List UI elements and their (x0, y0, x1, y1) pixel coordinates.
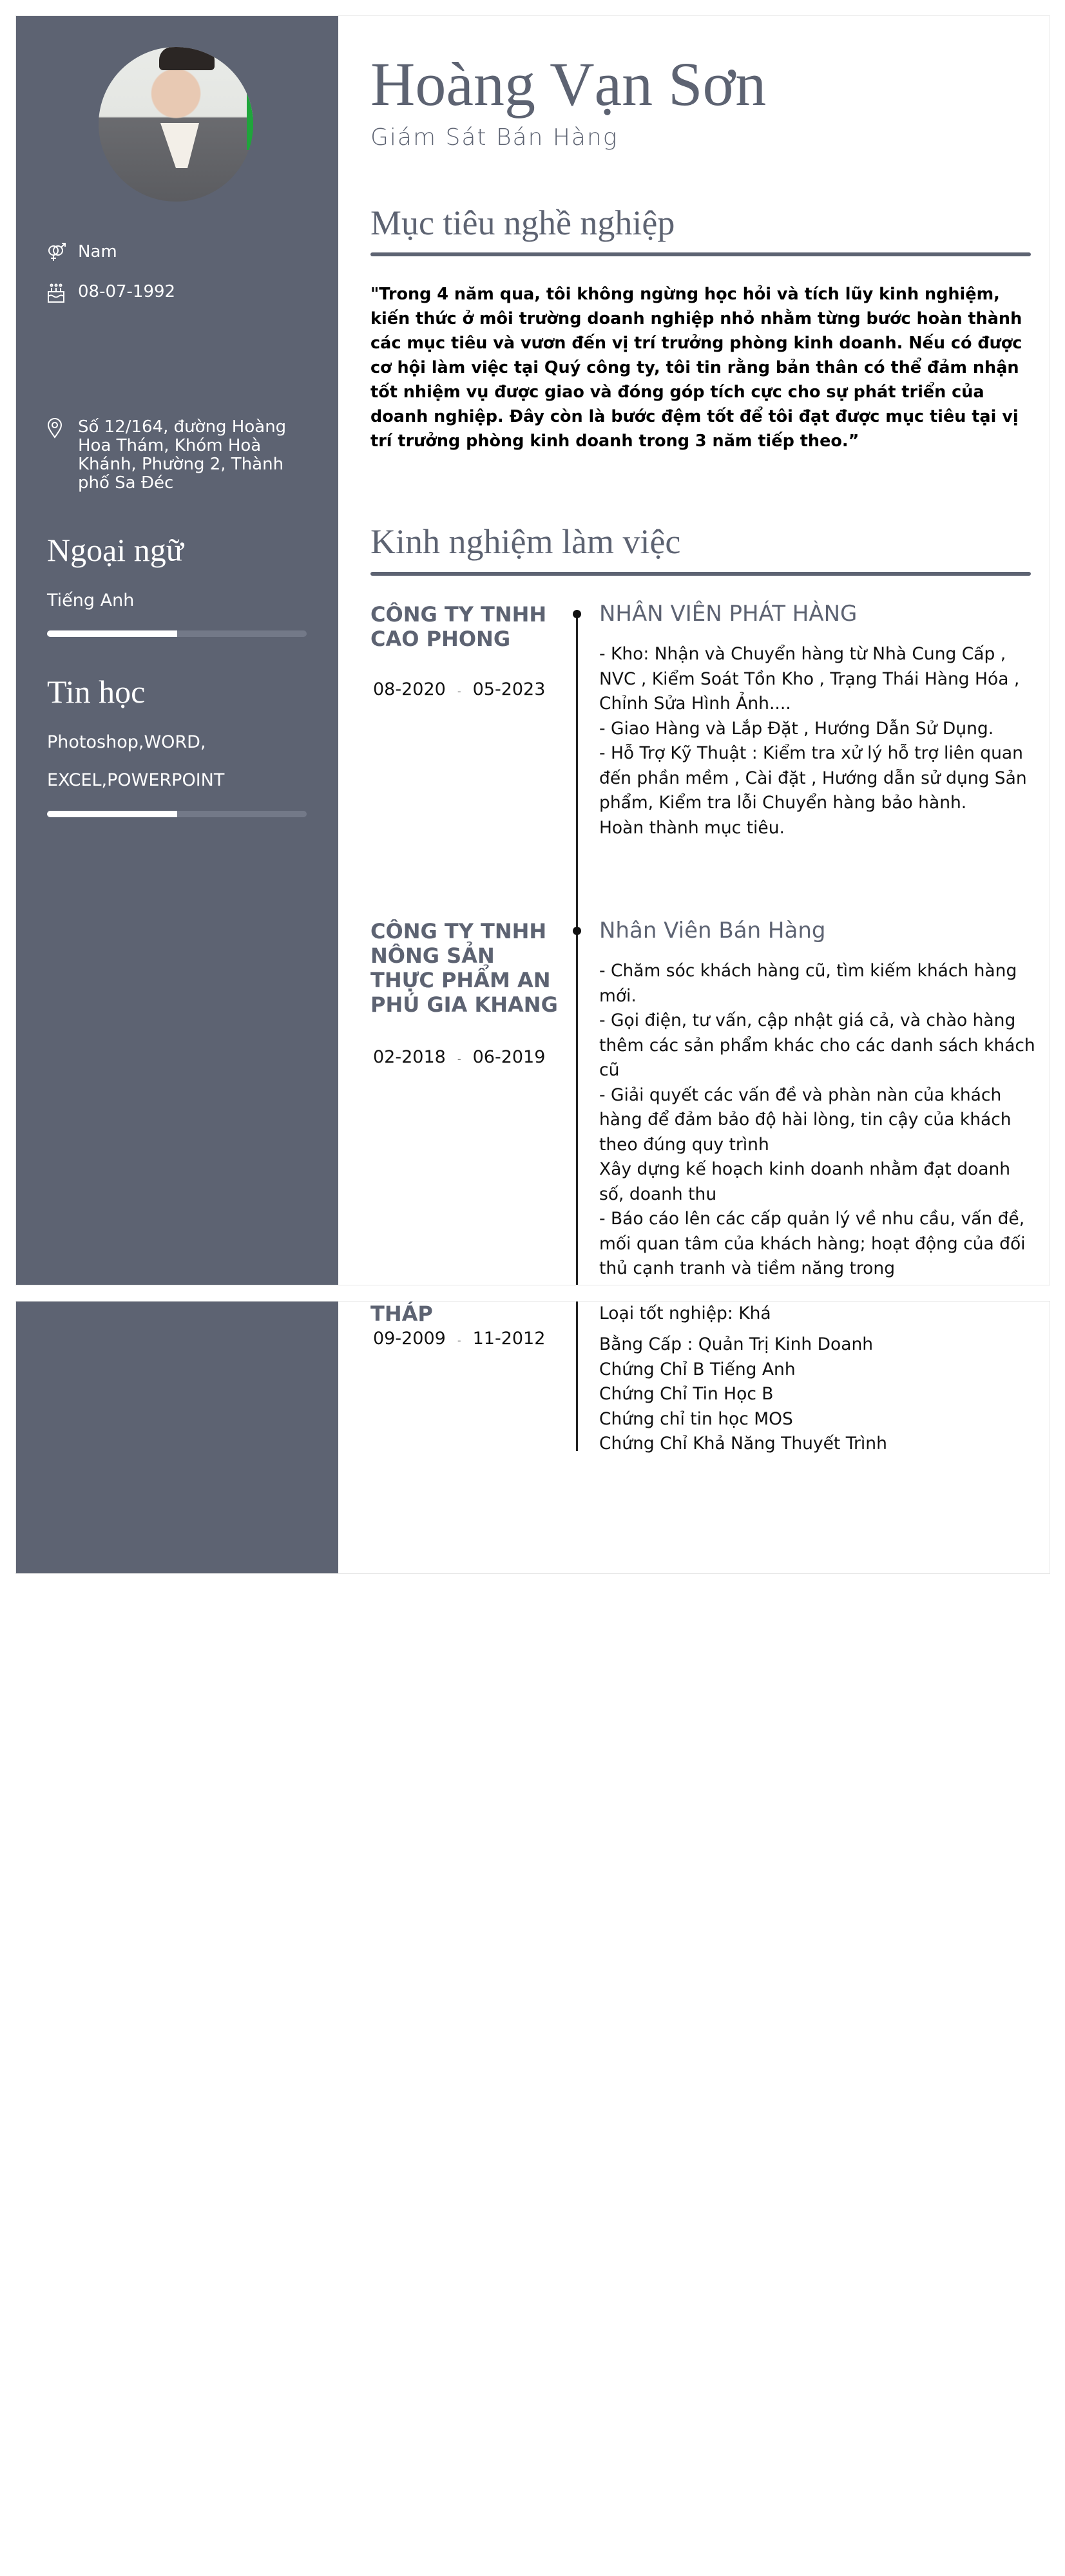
gender-icon (47, 243, 78, 263)
gender-value: Nam (78, 242, 117, 261)
start-date: 09-2009 (373, 1329, 446, 1349)
start-date: 08-2020 (373, 679, 446, 699)
job-dates (373, 679, 545, 699)
languages-heading: Ngoại ngữ (47, 532, 184, 568)
resume-page-1 (15, 15, 1050, 1285)
birthday-value: 08-07-1992 (78, 282, 176, 301)
job-title: Nhân Viên Bán Hàng (599, 918, 826, 943)
timeline-dot (573, 927, 581, 935)
sidebar (16, 16, 338, 1285)
sidebar (16, 1302, 338, 1573)
main-content (370, 16, 1050, 1285)
education-details: Bằng Cấp : Quản Trị Kinh Doanh Chứng Chỉ B Tiếng Anh Chứng Chỉ Tin Học B Chứng chỉ tin học MOS Chứng Chỉ Khả Năng Thuyết Trình (599, 1334, 887, 1454)
objective-divider (370, 252, 1031, 256)
experience-heading: Kinh nghiệm làm việc (370, 522, 681, 561)
date-separator: - (457, 685, 461, 697)
objective-heading: Mục tiêu nghề nghiệp (370, 204, 675, 242)
job-description: - Chăm sóc khách hàng cũ, tìm kiếm khách hàng mới. - Gọi điện, tư vấn, cập nhật giá cả, và chào hàng thêm các sản phẩm khác cho các danh sách khách cũ - Giải quyết các vấn đề và phàn nàn của khách hàng để đảm bảo độ hài lòng, tin cậy của khách theo đúng quy trình Xây dựng kế hoạch kinh doanh nhằm đạt doanh số, doanh thu - Báo cáo lên các cấp quản lý về nhu cầu, vấn đề, mối quan tâm của khách hàng; hoạt động của đối thủ cạnh tranh và tiềm năng trong (599, 961, 1035, 1278)
objective-text: "Trong 4 năm qua, tôi không ngừng học hỏi và tích lũy kinh nghiệm, kiến thức ở môi trường doanh nghiệp nhỏ nhằm từng bước hoàn thành các mục tiêu và vươn đến vị trí trưởng phòng kinh doanh. Nếu có được cơ hội làm việc tại Quý công ty, tôi tin rằng bản thân có thể đảm nhận tốt nhiệm vụ được giao và đóng góp tích cực cho sự phát triển của doanh nghiệp. Đây còn là bước đệm tốt để tôi đạt được mục tiêu tại vị trí trưởng phòng kinh doanh trong 3 năm tiếp theo.” (370, 285, 1022, 451)
timeline-dot (573, 610, 581, 618)
gender-row (47, 243, 323, 263)
education-dates (373, 1329, 545, 1349)
computer-skill-item: Photoshop,WORD, EXCEL,POWERPOINT (47, 732, 225, 790)
candidate-role: Giám Sát Bán Hàng (370, 124, 619, 151)
timeline-line (576, 1302, 578, 1451)
start-date: 02-2018 (373, 1047, 446, 1067)
date-separator: - (457, 1334, 461, 1347)
candidate-name: Hoàng Vạn Sơn (370, 50, 767, 118)
experience-divider (370, 572, 1031, 576)
address-row (47, 418, 303, 493)
address-value: Số 12/164, đường Hoàng Hoa Thám, Khóm Hoà Khánh, Phường 2, Thành phố Sa Đéc (78, 417, 287, 493)
main-content (370, 1302, 1050, 1573)
language-level-bar (47, 630, 307, 637)
end-date: 06-2019 (472, 1047, 546, 1067)
date-separator: - (457, 1053, 461, 1065)
end-date: 11-2012 (472, 1329, 546, 1349)
company-name: CÔNG TY TNHH CAO PHONG (370, 602, 547, 651)
birthday-row (47, 283, 323, 303)
school-name: THÁP (370, 1302, 433, 1326)
job-dates (373, 1047, 545, 1067)
resume-page-2 (15, 1301, 1050, 1574)
end-date: 05-2023 (472, 679, 546, 699)
language-item: Tiếng Anh (47, 591, 135, 611)
computer-skill-level-fill (47, 811, 177, 817)
computer-skills-heading: Tin học (47, 674, 146, 710)
job-title: NHÂN VIÊN PHÁT HÀNG (599, 601, 858, 627)
timeline-line (576, 614, 578, 1285)
profile-photo (99, 47, 253, 202)
job-description: - Kho: Nhận và Chuyển hàng từ Nhà Cung Cấp , NVC , Kiểm Soát Tồn Kho , Trạng Thái Hàng Hóa , Chỉnh Sửa Hình Ảnh.... - Giao Hàng và Lắp Đặt , Hướng Dẫn Sử Dụng. - Hỗ Trợ Kỹ Thuật : Kiểm tra xử lý hỗ trợ liên quan đến phần mềm , Cài đặt , Hướng dẫn sử dụng Sản phẩm, Kiểm tra lỗi Chuyển hàng bảo hành. Hoàn thành mục tiêu. (599, 644, 1027, 838)
language-level-fill (47, 630, 177, 637)
graduation-grade: Loại tốt nghiệp: Khá (599, 1303, 771, 1323)
computer-skill-level-bar (47, 811, 307, 817)
location-pin-icon (47, 418, 78, 439)
company-name: CÔNG TY TNHH NÔNG SẢN THỰC PHẨM AN PHÚ GIA KHANG (370, 919, 558, 1017)
birthday-cake-icon (47, 283, 78, 303)
